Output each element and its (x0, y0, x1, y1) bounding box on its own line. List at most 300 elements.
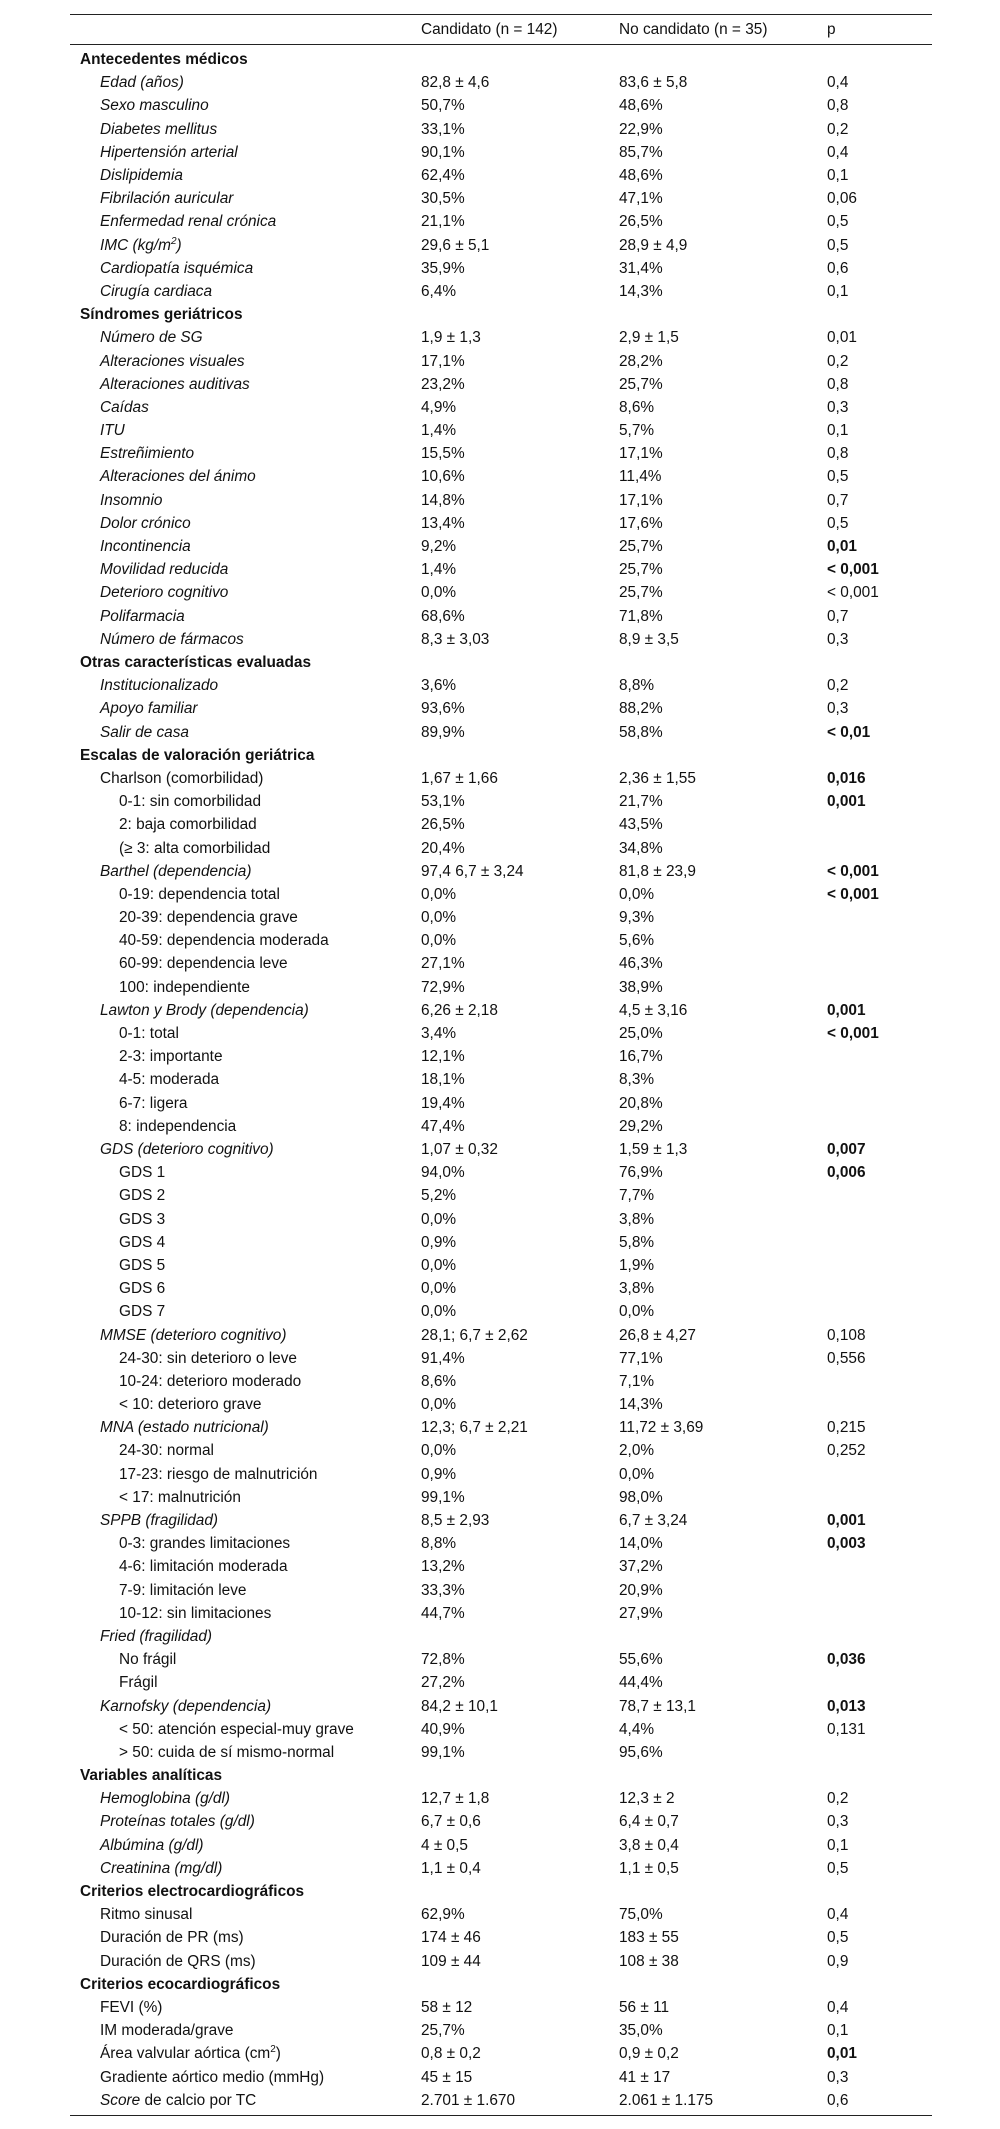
table-row (70, 1648, 932, 1671)
row-label: GDS 2 (119, 1187, 166, 1205)
table-row (70, 1741, 932, 1764)
p-value: 0,01 (827, 2045, 857, 2063)
candidato-value: 68,6% (421, 607, 465, 625)
header-no-candidato: No candidato (n = 35) (619, 21, 768, 38)
section-label: Criterios ecocardiográficos (80, 1975, 281, 1993)
no-candidato-value: 47,1% (619, 190, 663, 208)
candidato-value: 89,9% (421, 723, 465, 741)
table-row (70, 883, 932, 906)
candidato-value: 44,7% (421, 1604, 465, 1622)
row-label: GDS 7 (119, 1303, 166, 1321)
no-candidato-value: 28,2% (619, 352, 663, 370)
p-value: 0,001 (827, 1001, 866, 1019)
p-value: 0,4 (827, 143, 849, 161)
table-row (70, 71, 932, 94)
no-candidato-value: 3,8% (619, 1280, 655, 1298)
no-candidato-value: 9,3% (619, 909, 655, 926)
row-label: Número de SG (100, 329, 203, 347)
candidato-value: 18,1% (421, 1071, 465, 1089)
p-value: 0,3 (827, 1813, 849, 1831)
p-value: 0,2 (827, 677, 849, 695)
candidato-value: 0,0% (421, 1442, 457, 1460)
section-label: Criterios electrocardiográficos (80, 1883, 305, 1900)
table-row (70, 999, 932, 1022)
no-candidato-value: 17,6% (619, 514, 663, 532)
section-header (70, 303, 932, 326)
table-row (70, 465, 932, 488)
candidato-value: 21,1% (421, 213, 465, 231)
table-header (70, 18, 932, 41)
p-value: < 0,001 (827, 885, 879, 903)
candidato-value: 1,1 ± 0,4 (421, 1859, 481, 1877)
candidato-value: 6,4% (421, 282, 457, 300)
table-row (70, 1625, 932, 1648)
row-label: Hemoglobina (g/dl) (100, 1790, 231, 1808)
table-row (70, 697, 932, 720)
no-candidato-value: 8,3% (619, 1071, 655, 1089)
row-label: IM moderada/grave (100, 2022, 234, 2040)
row-label: 24-30: sin deterioro o leve (119, 1349, 297, 1367)
header-candidato: Candidato (n = 142) (421, 21, 558, 38)
p-value: 0,5 (827, 213, 849, 231)
table-row (70, 1300, 932, 1323)
row-label: 17-23: riesgo de malnutrición (119, 1465, 318, 1483)
candidato-value: 0,9% (421, 1465, 457, 1483)
p-value: 0,006 (827, 1164, 866, 1182)
candidato-value: 13,4% (421, 514, 465, 532)
row-label: ITU (100, 422, 125, 439)
p-value: 0,2 (827, 1790, 849, 1808)
no-candidato-value: 8,8% (619, 677, 655, 695)
no-candidato-value: 44,4% (619, 1674, 663, 1692)
no-candidato-value: 2.061 ± 1.175 (619, 2091, 714, 2109)
no-candidato-value: 48,6% (619, 97, 663, 115)
candidato-value: 3,6% (421, 677, 457, 695)
table-row (70, 1810, 932, 1833)
candidato-value: 12,3; 6,7 ± 2,21 (421, 1419, 528, 1437)
row-label: 0-1: total (119, 1025, 179, 1042)
candidato-value: 90,1% (421, 143, 465, 161)
row-label: Estreñimiento (100, 445, 195, 463)
row-label: Institucionalizado (100, 677, 219, 695)
no-candidato-value: 85,7% (619, 143, 663, 161)
table-row (70, 952, 932, 975)
table-row (70, 558, 932, 581)
no-candidato-value: 7,7% (619, 1187, 655, 1205)
table-row (70, 257, 932, 280)
candidato-value: 0,0% (421, 885, 457, 903)
candidato-value: 50,7% (421, 97, 465, 115)
row-label: Score de calcio por TC (100, 2091, 257, 2109)
header-rule (70, 44, 932, 45)
row-label: > 50: cuida de sí mismo-normal (119, 1743, 335, 1761)
p-value: 0,1 (827, 166, 849, 184)
no-candidato-value: 2,9 ± 1,5 (619, 329, 679, 347)
table-row (70, 350, 932, 373)
row-label: 2-3: importante (119, 1048, 223, 1066)
table-row (70, 2019, 932, 2042)
candidato-value: 27,1% (421, 955, 465, 973)
section-label: Antecedentes médicos (80, 51, 248, 68)
row-label: Gradiente aórtico medio (mmHg) (100, 2068, 325, 2086)
table-row (70, 2042, 932, 2065)
row-label: Cardiopatía isquémica (100, 259, 254, 277)
table-row (70, 396, 932, 419)
section-header (70, 1880, 932, 1903)
no-candidato-value: 16,7% (619, 1048, 663, 1066)
row-label: < 10: deterioro grave (119, 1396, 262, 1413)
no-candidato-value: 25,0% (619, 1025, 663, 1042)
table-row (70, 1532, 932, 1555)
table-row (70, 1208, 932, 1231)
candidato-value: 23,2% (421, 375, 465, 393)
row-label: Enfermedad renal crónica (100, 213, 277, 231)
candidato-value: 0,0% (421, 909, 457, 926)
p-value: < 0,001 (827, 862, 879, 880)
p-value: 0,1 (827, 422, 849, 439)
table-row (70, 1138, 932, 1161)
table-row (70, 1161, 932, 1184)
row-label: 0-3: grandes limitaciones (119, 1535, 291, 1553)
row-label: 10-24: deterioro moderado (119, 1372, 302, 1390)
table-row (70, 1695, 932, 1718)
p-value: 0,4 (827, 74, 849, 92)
row-label: 4-6: limitación moderada (119, 1558, 288, 1576)
no-candidato-value: 2,36 ± 1,55 (619, 769, 696, 787)
p-value: 0,5 (827, 1859, 849, 1877)
no-candidato-value: 46,3% (619, 955, 663, 973)
row-label: Barthel (dependencia) (100, 862, 252, 880)
table-row (70, 2089, 932, 2112)
section-label: Otras características evaluadas (80, 653, 312, 671)
p-value: 0,3 (827, 630, 849, 648)
table-row (70, 1579, 932, 1602)
table-row (70, 929, 932, 952)
table-row (70, 674, 932, 697)
no-candidato-value: 4,4% (619, 1720, 655, 1738)
row-label: Polifarmacia (100, 607, 185, 625)
p-value: < 0,001 (827, 1025, 879, 1042)
candidato-value: 94,0% (421, 1164, 465, 1182)
no-candidato-value: 0,0% (619, 1303, 655, 1321)
candidato-value: 45 ± 15 (421, 2068, 473, 2086)
row-label: Área valvular aórtica $(cm^2)$ (100, 2044, 281, 2063)
p-value: 0,6 (827, 259, 849, 277)
table-row (70, 326, 932, 349)
p-value: 0,5 (827, 1929, 849, 1947)
p-value: 0,8 (827, 445, 849, 463)
candidato-value: 40,9% (421, 1720, 465, 1738)
row-label: Alteraciones visuales (100, 352, 245, 370)
candidato-value: 35,9% (421, 259, 465, 277)
no-candidato-value: 108 ± 38 (619, 1952, 679, 1970)
candidato-value: 9,2% (421, 538, 457, 555)
no-candidato-value: 0,9 ± 0,2 (619, 2045, 679, 2063)
no-candidato-value: 3,8 ± 0,4 (619, 1836, 679, 1854)
p-value: 0,9 (827, 1952, 849, 1970)
row-label: (≥ 3: alta comorbilidad (119, 839, 271, 857)
section-label: Síndromes geriátricos (80, 306, 243, 324)
row-label: Proteínas totales (g/dl) (100, 1813, 255, 1831)
table-row (70, 906, 932, 929)
row-label: GDS 6 (119, 1280, 166, 1298)
table-row (70, 164, 932, 187)
no-candidato-value: 56 ± 11 (619, 1999, 670, 2016)
table-row (70, 1463, 932, 1486)
no-candidato-value: 95,6% (619, 1743, 663, 1761)
table-row (70, 1254, 932, 1277)
row-label: Albúmina (g/dl) (100, 1836, 204, 1854)
candidato-value: 30,5% (421, 190, 465, 208)
candidato-value: 4,9% (421, 398, 457, 416)
candidato-value: 1,67 ± 1,66 (421, 769, 498, 787)
candidato-value: 0,0% (421, 1280, 457, 1298)
row-label: 0-19: dependencia total (119, 885, 280, 903)
p-value: 0,016 (827, 769, 866, 787)
no-candidato-value: 11,4% (619, 468, 662, 486)
table-row (70, 860, 932, 883)
no-candidato-value: 8,9 ± 3,5 (619, 630, 679, 648)
no-candidato-value: 55,6% (619, 1651, 663, 1669)
no-candidato-value: 81,8 ± 23,9 (619, 862, 696, 880)
row-label: 2: baja comorbilidad (119, 816, 257, 834)
p-value: 0,252 (827, 1442, 866, 1460)
table-row (70, 442, 932, 465)
no-candidato-value: 11,72 ± 3,69 (619, 1419, 704, 1437)
p-value: 0,007 (827, 1140, 866, 1158)
no-candidato-value: 0,0% (619, 1465, 655, 1483)
table-row (70, 628, 932, 651)
no-candidato-value: 31,4% (619, 259, 663, 277)
table-row (70, 1439, 932, 1462)
row-label: Dolor crónico (100, 514, 191, 532)
p-value: 0,5 (827, 236, 849, 254)
no-candidato-value: 14,3% (619, 282, 663, 300)
section-label: Variables analíticas (80, 1767, 223, 1785)
candidato-value: 99,1% (421, 1743, 465, 1761)
candidato-value: 0,0% (421, 1256, 457, 1274)
no-candidato-value: 58,8% (619, 723, 663, 741)
table-row (70, 1718, 932, 1741)
no-candidato-value: 25,7% (619, 561, 663, 579)
row-label: Charlson (comorbilidad) (100, 769, 264, 787)
candidato-value: 0,9% (421, 1233, 457, 1251)
no-candidato-value: 7,1% (619, 1372, 655, 1390)
candidato-value: 1,4% (421, 561, 457, 579)
section-header (70, 651, 932, 674)
table-row (70, 1115, 932, 1138)
no-candidato-value: 14,3% (619, 1396, 663, 1413)
candidato-value: 1,07 ± 0,32 (421, 1140, 498, 1158)
table-row (70, 1324, 932, 1347)
no-candidato-value: 25,7% (619, 538, 663, 555)
p-value: 0,3 (827, 700, 849, 718)
table-row (70, 1509, 932, 1532)
no-candidato-value: 4,5 ± 3,16 (619, 1001, 688, 1019)
row-label: Karnofsky (dependencia) (100, 1697, 272, 1715)
table-row (70, 1045, 932, 1068)
row-label: Frágil (119, 1674, 158, 1692)
p-value: 0,4 (827, 1999, 849, 2016)
row-label: Incontinencia (100, 538, 191, 555)
candidato-value: 17,1% (421, 352, 465, 370)
row-label: 20-39: dependencia grave (119, 909, 298, 926)
candidato-value: 174 ± 46 (421, 1929, 481, 1947)
no-candidato-value: 2,0% (619, 1442, 655, 1460)
row-label: IMC $(kg/m^2)$ (100, 235, 182, 254)
section-header (70, 1764, 932, 1787)
row-label: Caídas (100, 398, 149, 416)
row-label: 7-9: limitación leve (119, 1581, 247, 1599)
p-value: 0,01 (827, 329, 857, 347)
section-label: Escalas de valoración geriátrica (80, 746, 315, 764)
no-candidato-value: 25,7% (619, 584, 663, 602)
no-candidato-value: 17,1% (619, 445, 663, 463)
candidato-value: 109 ± 44 (421, 1952, 481, 1970)
candidato-value: 1,4% (421, 422, 457, 439)
candidato-value: 6,26 ± 2,18 (421, 1001, 498, 1019)
table-row (70, 813, 932, 836)
row-label: GDS 3 (119, 1210, 166, 1228)
no-candidato-value: 88,2% (619, 700, 663, 718)
row-label: Lawton y Brody (dependencia) (100, 1001, 309, 1019)
p-value: 0,6 (827, 2091, 849, 2109)
table-row (70, 1184, 932, 1207)
row-label: Deterioro cognitivo (100, 584, 229, 602)
no-candidato-value: 28,9 ± 4,9 (619, 236, 688, 254)
p-value: 0,2 (827, 120, 849, 138)
row-label: < 17: malnutrición (119, 1488, 241, 1506)
no-candidato-value: 29,2% (619, 1117, 663, 1135)
section-header (70, 1973, 932, 1996)
table-row (70, 512, 932, 535)
table-row (70, 1092, 932, 1115)
p-value: 0,556 (827, 1349, 866, 1367)
no-candidato-value: 0,0% (619, 885, 655, 903)
top-rule (70, 14, 932, 15)
candidato-value: 3,4% (421, 1025, 457, 1042)
no-candidato-value: 41 ± 17 (619, 2068, 671, 2086)
candidato-value: 1,9 ± 1,3 (421, 329, 481, 347)
table-row (70, 94, 932, 117)
candidato-value: 0,0% (421, 932, 457, 950)
table-row (70, 1602, 932, 1625)
candidato-value: 20,4% (421, 839, 465, 857)
no-candidato-value: 22,9% (619, 120, 663, 138)
table-row (70, 1486, 932, 1509)
candidato-value: 12,7 ± 1,8 (421, 1790, 490, 1808)
p-value: 0,5 (827, 468, 849, 486)
p-value: 0,7 (827, 491, 849, 509)
no-candidato-value: 20,9% (619, 1581, 663, 1599)
table-row (70, 1926, 932, 1949)
row-label: 60-99: dependencia leve (119, 955, 288, 973)
candidato-value: 10,6% (421, 468, 465, 486)
table-row (70, 581, 932, 604)
header-p: p (827, 21, 836, 38)
no-candidato-value: 25,7% (619, 375, 663, 393)
row-label: Duración de QRS (ms) (100, 1952, 256, 1970)
candidato-value: 5,2% (421, 1187, 457, 1205)
candidato-value: 0,0% (421, 1396, 457, 1413)
p-value: 0,7 (827, 607, 849, 625)
table-row (70, 1671, 932, 1694)
p-value: 0,8 (827, 97, 849, 115)
p-value: < 0,01 (827, 723, 871, 741)
p-value: < 0,001 (827, 584, 879, 602)
p-value: 0,3 (827, 398, 849, 416)
row-label: Ritmo sinusal (100, 1906, 193, 1924)
candidato-value: 62,9% (421, 1906, 465, 1924)
row-label: Fried (fragilidad) (100, 1627, 213, 1645)
candidato-value: 26,5% (421, 816, 465, 834)
table-row (70, 1277, 932, 1300)
p-value: 0,001 (827, 793, 866, 811)
candidato-value: 13,2% (421, 1558, 465, 1576)
p-value: 0,108 (827, 1326, 866, 1344)
p-value: 0,8 (827, 375, 849, 393)
p-value: 0,1 (827, 2022, 849, 2040)
table-row (70, 1787, 932, 1810)
candidato-value: 12,1% (421, 1048, 465, 1066)
table-row (70, 605, 932, 628)
no-candidato-value: 14,0% (619, 1535, 663, 1553)
no-candidato-value: 27,9% (619, 1604, 663, 1622)
table-row (70, 1903, 932, 1926)
table-row (70, 535, 932, 558)
row-label: MMSE (deterioro cognitivo) (100, 1326, 287, 1344)
table-row (70, 373, 932, 396)
p-value: 0,036 (827, 1651, 866, 1669)
row-label: GDS 1 (119, 1164, 166, 1182)
row-label: GDS 4 (119, 1233, 166, 1251)
table-row (70, 187, 932, 210)
no-candidato-value: 12,3 ± 2 (619, 1790, 675, 1808)
candidato-value: 93,6% (421, 700, 465, 718)
no-candidato-value: 20,8% (619, 1094, 663, 1112)
no-candidato-value: 77,1% (619, 1349, 663, 1367)
no-candidato-value: 8,6% (619, 398, 655, 416)
table-row (70, 234, 932, 257)
no-candidato-value: 1,59 ± 1,3 (619, 1140, 688, 1158)
table-row (70, 1068, 932, 1091)
candidato-value: 0,0% (421, 584, 457, 602)
candidato-value: 8,5 ± 2,93 (421, 1512, 490, 1529)
table-row (70, 1834, 932, 1857)
candidato-value: 14,8% (421, 491, 465, 509)
candidato-value: 58 ± 12 (421, 1999, 473, 2016)
p-value: 0,4 (827, 1906, 849, 1924)
no-candidato-value: 5,8% (619, 1233, 655, 1251)
no-candidato-value: 26,8 ± 4,27 (619, 1326, 696, 1344)
no-candidato-value: 21,7% (619, 793, 663, 811)
table-row (70, 767, 932, 790)
candidato-value: 8,8% (421, 1535, 457, 1553)
row-label: Movilidad reducida (100, 561, 229, 579)
no-candidato-value: 48,6% (619, 166, 663, 184)
p-value: 0,003 (827, 1535, 866, 1553)
row-label: Apoyo familiar (100, 700, 198, 718)
row-label: Alteraciones del ánimo (100, 468, 256, 486)
candidato-value: 72,8% (421, 1651, 465, 1669)
candidato-value: 0,8 ± 0,2 (421, 2045, 481, 2063)
p-value: 0,215 (827, 1419, 866, 1437)
no-candidato-value: 76,9% (619, 1164, 663, 1182)
candidato-value: 47,4% (421, 1117, 465, 1135)
row-label: Diabetes mellitus (100, 120, 218, 138)
row-label: 6-7: ligera (119, 1094, 188, 1112)
candidato-value: 19,4% (421, 1094, 465, 1112)
